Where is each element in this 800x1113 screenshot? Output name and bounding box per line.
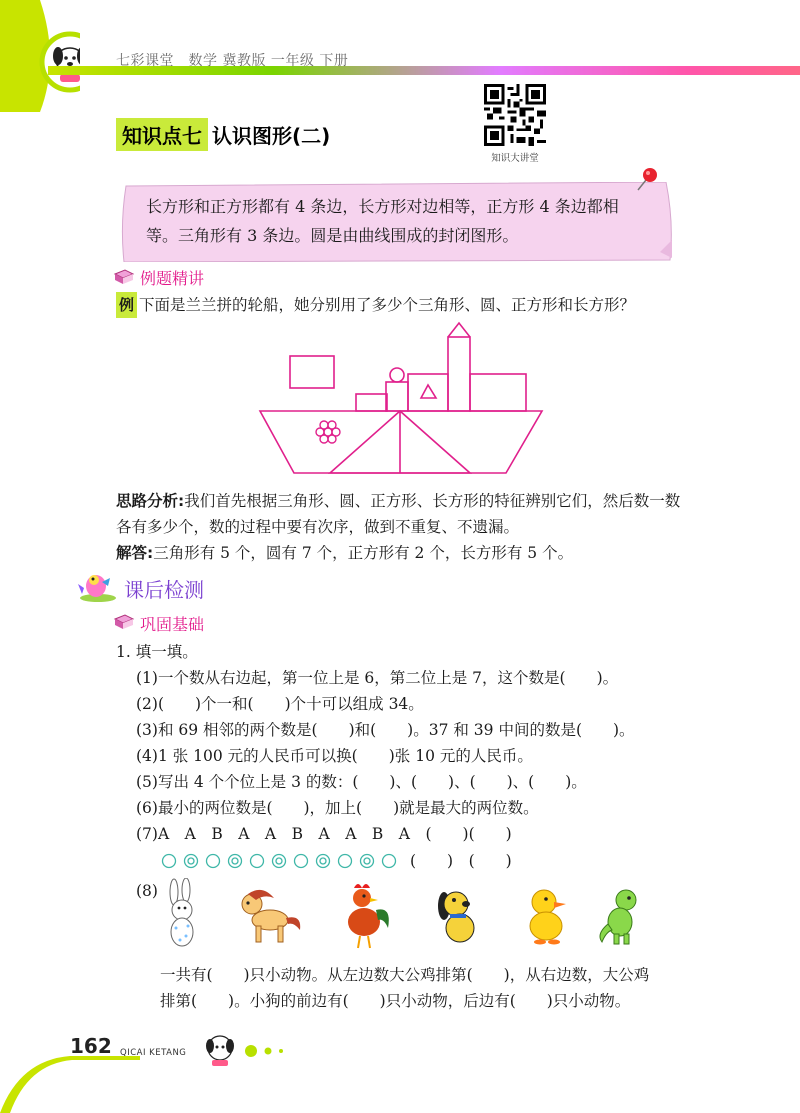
ship-hull <box>260 411 542 473</box>
ship-rect-right <box>470 374 526 411</box>
footer-brand: QICAI KETANG <box>120 1048 187 1058</box>
ship-tower <box>448 337 470 411</box>
parrot-icon <box>76 568 120 604</box>
dinosaur-icon <box>596 884 648 948</box>
example-question-line <box>116 292 635 318</box>
example-badge: 例 <box>116 292 137 318</box>
ship-rect-base <box>356 394 387 411</box>
section-badge: 知识点七 <box>116 118 208 151</box>
ship-rect-window <box>290 356 334 388</box>
homework-title: 课后检测 <box>124 578 204 602</box>
homework-sub: 巩固基础 <box>140 615 205 634</box>
q1-item-6: (6)最小的两位数是( )，加上( )就是最大的两位数。 <box>136 799 539 817</box>
ship-triangle-small <box>421 385 436 398</box>
q1-item-5: (5)写出 4 个个位上是 3 的数：( )、( )、( )、( )。 <box>136 773 587 791</box>
q1-item-4: (4)1 张 100 元的人民币可以换( )张 10 元的人民币。 <box>136 747 533 765</box>
q1-item-7: (7)A A B A A B A A B A ( )( ) <box>136 825 512 843</box>
circle-pattern-blanks: ( ) ( ) <box>410 852 512 870</box>
note-line-2: 等。三角形有 3 条边。圆是由曲线围成的封闭图形。 <box>146 226 519 245</box>
rabbit-icon <box>160 878 204 950</box>
q1-item-8-line-1: 一共有( )只小动物。从左边数大公鸡排第( )，从右边数，大公鸡 <box>160 966 650 984</box>
answer-text: 三角形有 5 个，圆有 7 个，正方形有 2 个，长方形有 5 个。 <box>153 544 574 562</box>
header-mascot-badge <box>0 0 80 112</box>
section-name: 认识图形(二) <box>212 124 331 148</box>
analysis-line-2: 各有多少个，数的过程中要有次序，做到不重复、不遗漏。 <box>116 518 520 536</box>
analysis-line-1 <box>116 488 680 514</box>
footer-dots <box>244 1044 294 1058</box>
example-question: 下面是兰兰拼的轮船，她分别用了多少个三角形、圆、正方形和长方形？ <box>139 296 636 314</box>
question-1: 1. 填一填。 <box>116 643 198 661</box>
pony-icon <box>232 884 306 948</box>
dog-icon <box>432 884 484 948</box>
page-number: 162 <box>70 1034 112 1058</box>
q1-item-8-label: (8) <box>136 882 158 900</box>
ship-figure <box>256 318 546 480</box>
qr-caption: 知识大讲堂 <box>491 153 539 164</box>
answer-label: 解答: <box>116 544 154 562</box>
rooster-icon <box>336 880 392 950</box>
pushpin-icon <box>632 166 660 194</box>
q1-item-1: (1)一个数从右边起，第一位上是 6，第二位上是 7，这个数是( )。 <box>136 669 619 687</box>
note-text <box>146 192 666 250</box>
ship-rect-middle <box>408 374 448 411</box>
analysis-label: 思路分析: <box>116 492 185 510</box>
note-line-1: 长方形和正方形都有 4 条边，长方形对边相等，正方形 4 条边都相 <box>146 197 619 216</box>
book-icon-2 <box>113 613 135 631</box>
q1-item-2: (2)( )个一和( )个十可以组成 34。 <box>136 695 424 713</box>
section-title <box>116 118 330 150</box>
circle-pattern <box>160 852 400 870</box>
answer-line <box>116 540 573 566</box>
qr-code[interactable] <box>484 84 546 146</box>
q1-item-8-line-2: 排第( )。小狗的前边有( )只小动物，后边有( )只小动物。 <box>160 992 631 1010</box>
analysis-text-1: 我们首先根据三角形、圆、正方形、长方形的特征辨别它们，然后数一数 <box>184 492 681 510</box>
book-title: 七彩课堂 数学 冀教版 一年级 下册 <box>116 53 349 69</box>
footer-mascot-icon <box>200 1030 240 1070</box>
book-icon <box>113 268 135 286</box>
duck-icon <box>522 882 574 946</box>
ship-square-small <box>386 382 408 411</box>
q1-item-3: (3)和 69 相邻的两个数是( )和( )。37 和 39 中间的数是( )。 <box>136 721 635 739</box>
example-heading: 例题精讲 <box>140 269 205 288</box>
ship-tower-roof <box>448 323 470 337</box>
ship-circle-top <box>390 368 404 382</box>
ship-flower-circles <box>316 421 340 443</box>
